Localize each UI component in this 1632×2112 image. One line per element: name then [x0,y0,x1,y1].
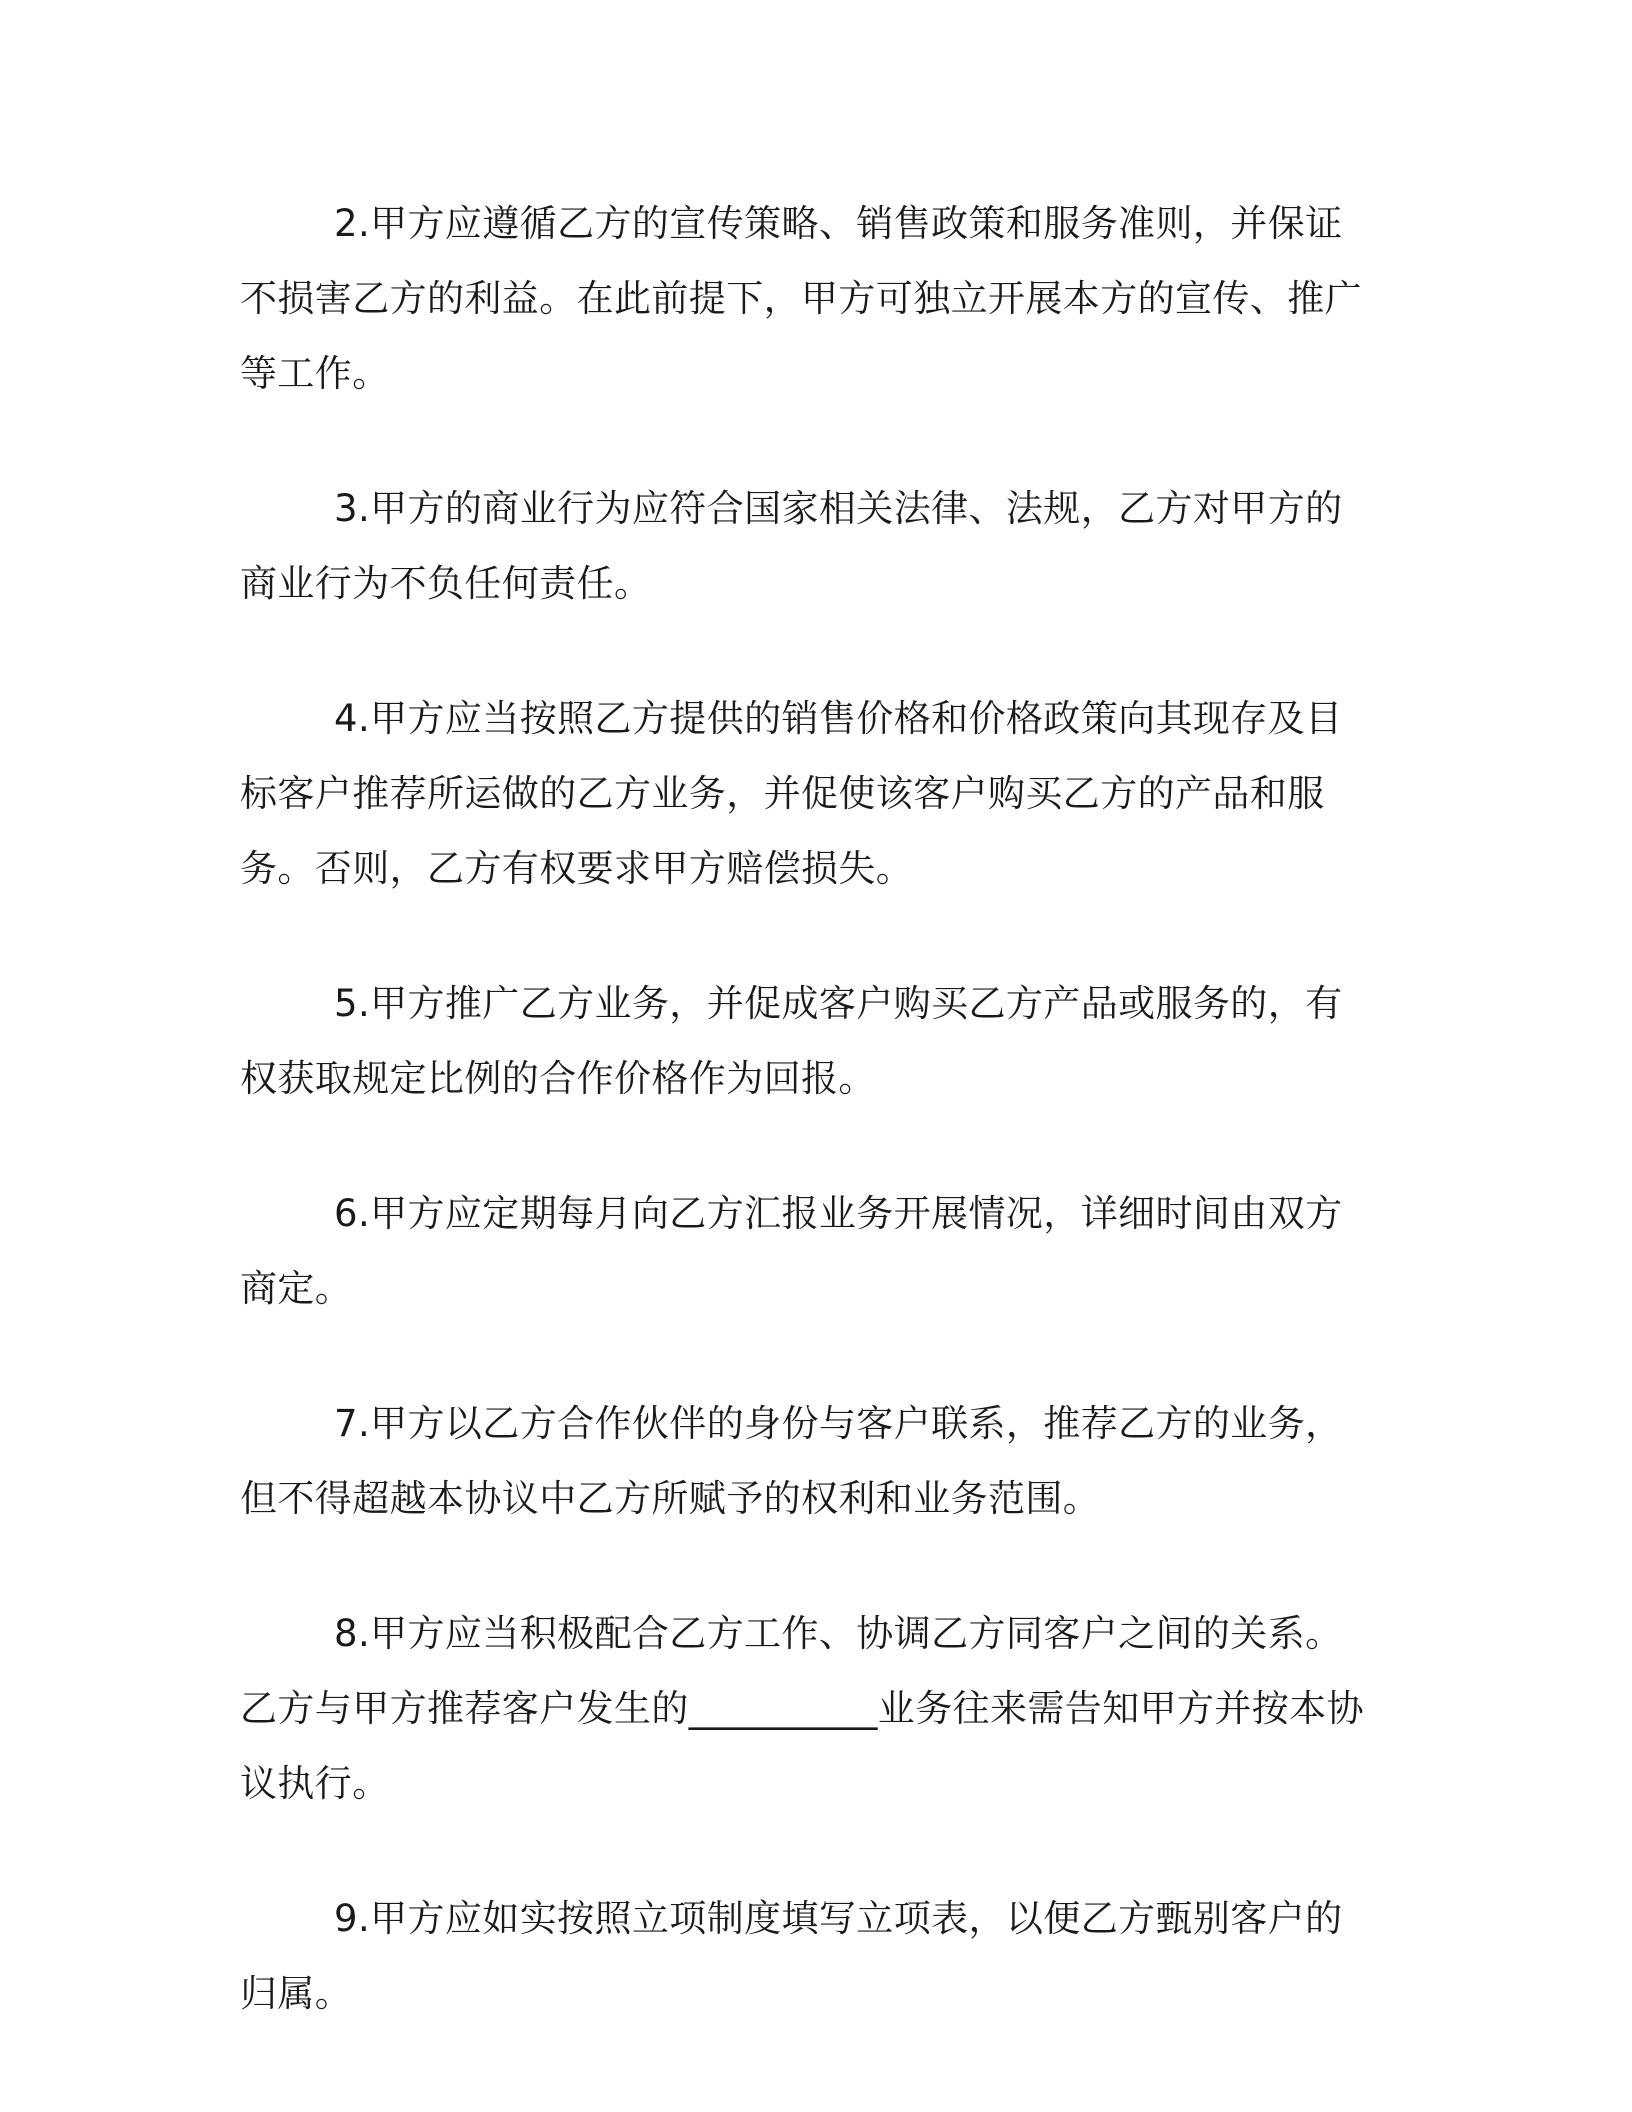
document-body [240,186,1368,2091]
clause-2: 2.甲方应遵循乙方的宣传策略、销售政策和服务准则，并保证不损害乙方的利益。在此前提下，甲方可独立开展本方的宣传、推广等工作。 [240,202,1362,395]
clause-5: 5.甲方推广乙方业务，并促成客户购买乙方产品或服务的，有权获取规定比例的合作价格作为回报。 [240,982,1343,1100]
clause-4: 4.甲方应当按照乙方提供的销售价格和价格政策向其现存及目标客户推荐所运做的乙方业务，并促使该客户购买乙方的产品和服务。否则，乙方有权要求甲方赔偿损失。 [240,697,1343,890]
clause-6: 6.甲方应定期每月向乙方汇报业务开展情况，详细时间由双方商定。 [240,1192,1343,1310]
clause-9: 9.甲方应如实按照立项制度填写立项表，以便乙方甄别客户的归属。 [240,1897,1343,2015]
clause-7: 7.甲方以乙方合作伙伴的身份与客户联系，推荐乙方的业务，但不得超越本协议中乙方所赋予的权利和业务范围。 [240,1402,1343,1520]
clause-3: 3.甲方的商业行为应符合国家相关法律、法规，乙方对甲方的商业行为不负任何责任。 [240,487,1343,605]
clause-8: 8.甲方应当积极配合乙方工作、协调乙方同客户之间的关系。乙方与甲方推荐客户发生的__________业务往来需告知甲方并按本协议执行。 [240,1612,1364,1805]
